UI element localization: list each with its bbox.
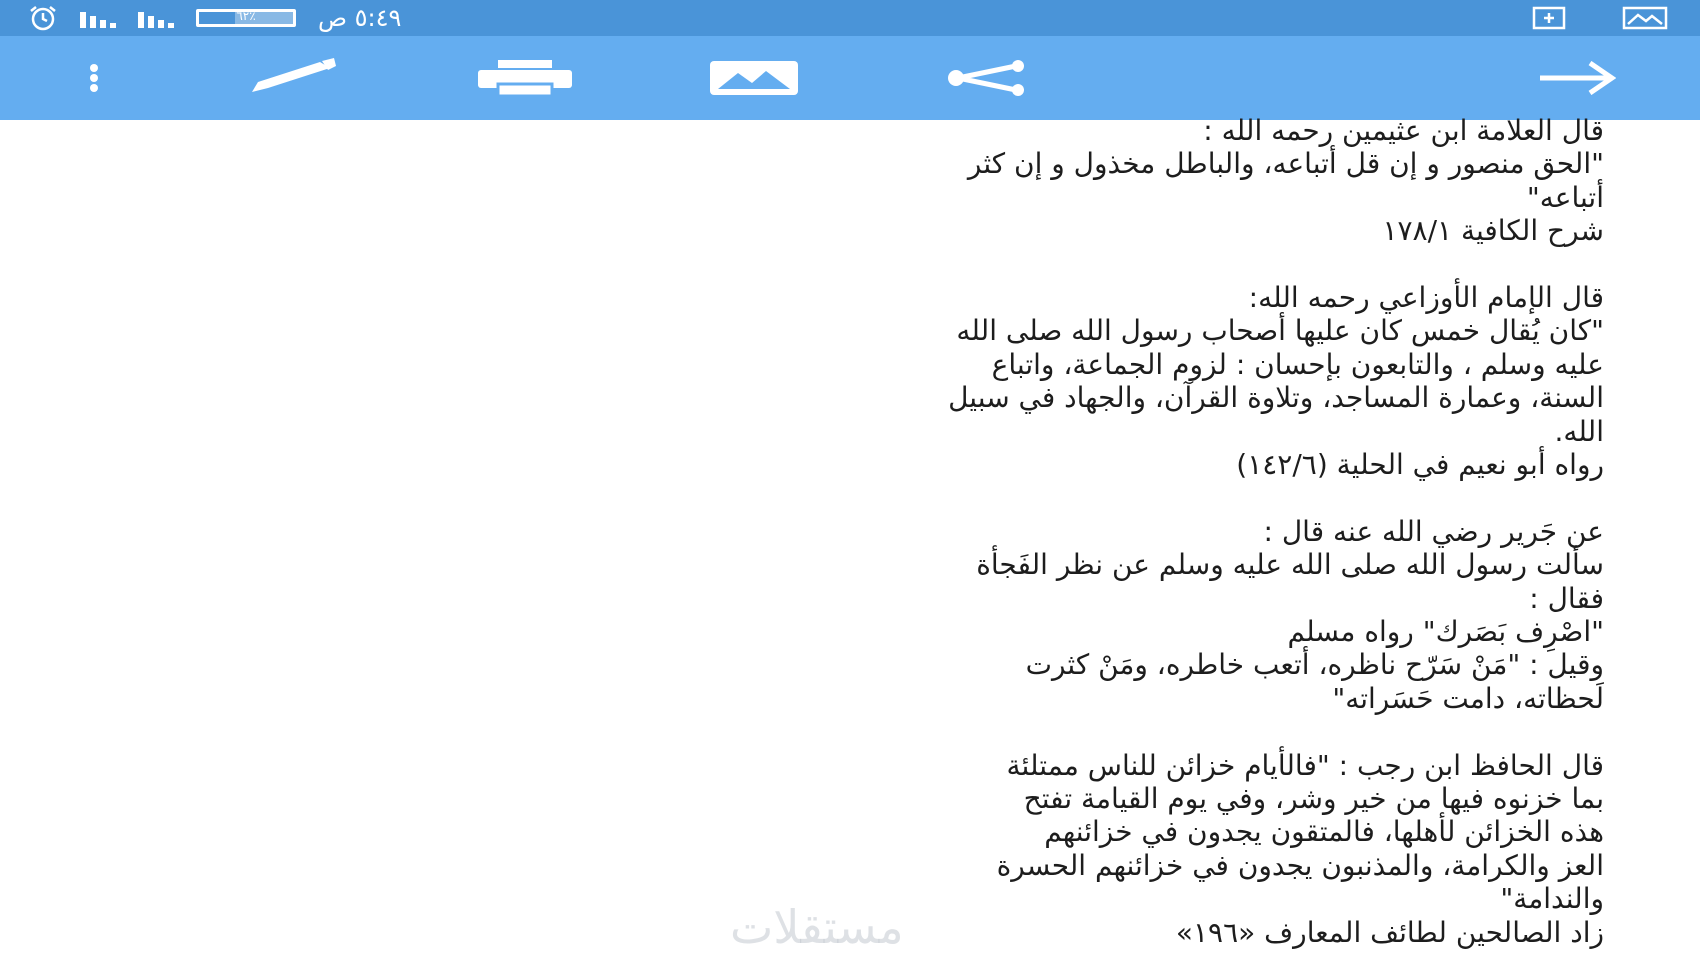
status-bar-left: [28, 4, 401, 32]
forward-button[interactable]: [1538, 36, 1616, 120]
more-vert-icon: [84, 63, 104, 93]
text-line: والندامة": [1500, 882, 1604, 916]
arrow-forward-icon: [1538, 61, 1616, 95]
text-line: "اصْرِف بَصَرك" رواه مسلم: [1287, 615, 1604, 649]
text-line: "الحق منصور و إن قل أتباعه، والباطل مخذول و إن كثر: [967, 147, 1604, 181]
text-line: الله.: [1554, 414, 1604, 448]
status-bar: [0, 0, 1700, 36]
text-line: عن جَرير رضي الله عنه قال :: [1263, 514, 1604, 548]
text-line: شرح الكافية ١٧٨/١: [1382, 214, 1604, 248]
more-options-button[interactable]: [70, 36, 118, 120]
text-line: سألت رسول الله صلى الله عليه وسلم عن نظر الفَجأة: [976, 548, 1604, 582]
image-icon: [710, 61, 798, 95]
text-line: رواه أبو نعيم في الحلية (١٤٢/٦): [1236, 448, 1604, 482]
text-line: أتباعه": [1526, 180, 1604, 214]
toolbar: [0, 36, 1700, 120]
add-box-icon: [1532, 6, 1566, 30]
text-line: عليه وسلم ، والتابعون بإحسان : لزوم الجماعة، واتباع: [991, 347, 1604, 381]
text-line: قال العلامة ابن عثيمين رحمه الله :: [1203, 114, 1604, 147]
text-line: بما خزنوه فيها من خير وشر، وفي يوم القيامة تفتح: [1023, 782, 1604, 816]
blank-line: [100, 248, 1604, 281]
blank-line: [100, 481, 1604, 514]
text-line: زاد الصالحين لطائف المعارف «١٩٦»: [1175, 915, 1604, 949]
text-line: "كان يُقال خمس كان عليها أصحاب رسول الله صلى الله: [956, 314, 1604, 348]
status-bar-right: [1532, 6, 1668, 30]
text-line: السنة، وعمارة المساجد، وتلاوة القرآن، والجهاد في سبيل: [948, 381, 1604, 415]
status-time: ٥:٤٩ ص: [318, 4, 402, 32]
watermark: مستقلات: [730, 900, 904, 954]
edit-button[interactable]: [248, 36, 342, 120]
print-icon: [476, 60, 574, 96]
image-button[interactable]: [710, 36, 798, 120]
text-line: قال الإمام الأوزاعي رحمه الله:: [1248, 281, 1604, 315]
share-button[interactable]: [944, 36, 1034, 120]
image-icon: [1622, 6, 1668, 30]
signal-icon: [138, 8, 174, 28]
text-line: قال الحافظ ابن رجب : "فالأيام خزائن للناس ممتلئة: [1006, 748, 1604, 782]
text-line: العز والكرامة، والمذنبون يجدون في خزائنهم الحسرة: [996, 848, 1604, 882]
text-line: وقيل : "مَنْ سَرّح ناظره، أتعب خاطره، ومَنْ كثرت: [1025, 648, 1604, 682]
signal-icon-2: [80, 8, 116, 28]
text-line: هذه الخزائن لأهلها، فالمتقون يجدون في خزائنهم: [1044, 815, 1604, 849]
blank-line: [100, 715, 1604, 748]
text-line: فقال :: [1529, 581, 1604, 615]
share-icon: [944, 60, 1034, 96]
edit-pencil-icon: [248, 58, 342, 98]
print-button[interactable]: [476, 36, 574, 120]
text-line: لَحظاته، دامت حَسَراته": [1332, 681, 1604, 715]
document-body: [100, 114, 1604, 970]
alarm-icon: [28, 5, 58, 31]
battery-icon: [196, 9, 296, 27]
battery-label: ٪٦٢: [236, 9, 256, 23]
